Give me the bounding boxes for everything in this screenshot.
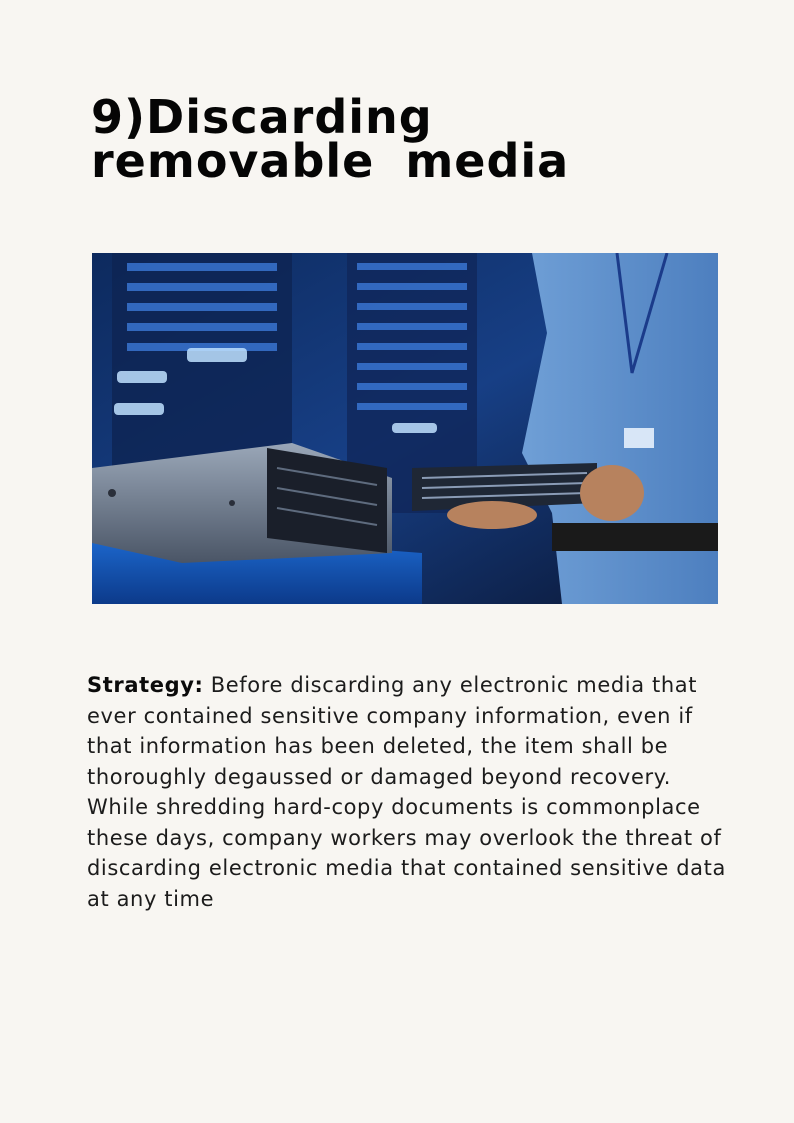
server-room-illustration	[92, 253, 718, 604]
strategy-label: Strategy:	[87, 673, 204, 697]
strategy-paragraph	[87, 670, 727, 914]
strategy-text: Before discarding any electronic media that ever contained sensitive company information, even if that information has been deleted, the item shall be thoroughly degaussed or damaged beyond recovery. While shredding hard-copy documents is commonplace these days, company workers may overlook the threat of discarding electronic media that contained sensitive data at any time	[87, 673, 726, 911]
page-title: 9)Discarding removable media	[91, 90, 570, 188]
server-room-photo	[92, 253, 718, 604]
